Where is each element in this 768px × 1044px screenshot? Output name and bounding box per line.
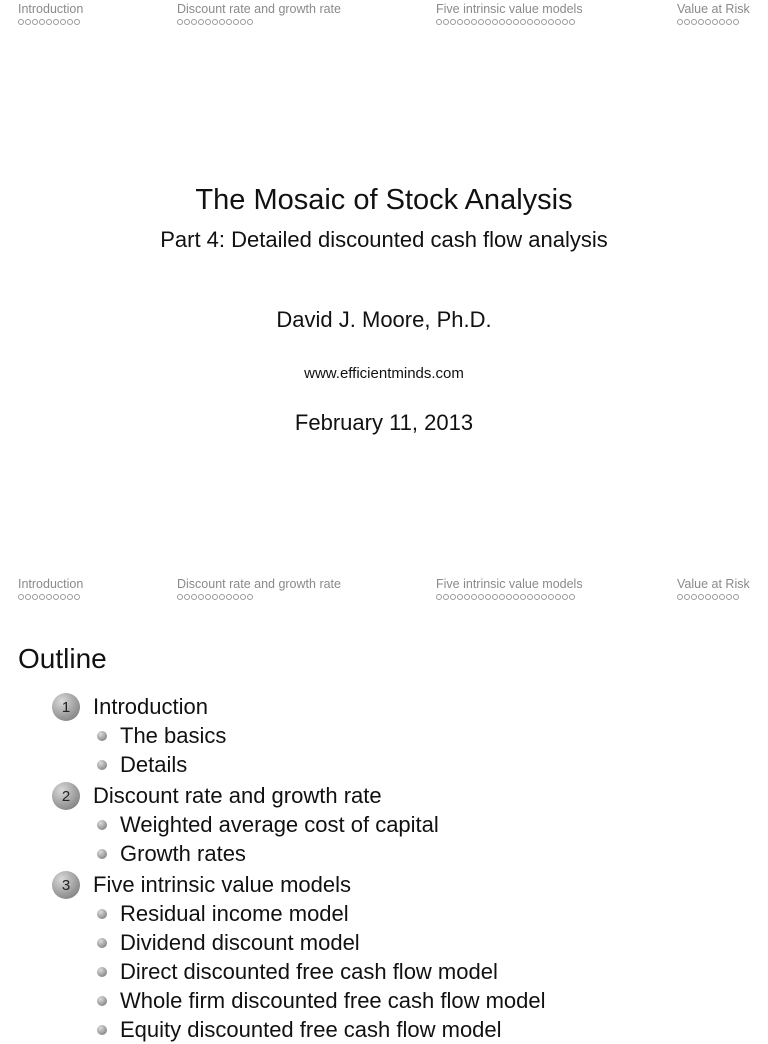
frame-dot-icon[interactable] (712, 19, 718, 25)
frame-dot-icon[interactable] (569, 19, 575, 25)
frame-dot-icon[interactable] (471, 594, 477, 600)
frame-dot-icon[interactable] (698, 19, 704, 25)
frame-dot-icon[interactable] (39, 19, 45, 25)
frame-dot-icon[interactable] (60, 19, 66, 25)
outline-heading: Outline (18, 643, 107, 674)
frame-dot-icon[interactable] (499, 19, 505, 25)
frame-dot-icon[interactable] (226, 594, 232, 600)
frame-dot-icon[interactable] (485, 19, 491, 25)
frame-dot-icon[interactable] (534, 19, 540, 25)
frame-dot-icon[interactable] (464, 19, 470, 25)
frame-dot-icon[interactable] (548, 594, 554, 600)
frame-dot-icon[interactable] (67, 19, 73, 25)
frame-dot-icon[interactable] (233, 594, 239, 600)
frame-dot-icon[interactable] (698, 594, 704, 600)
frame-dot-icon[interactable] (562, 19, 568, 25)
frame-dot-icon[interactable] (541, 19, 547, 25)
frame-dot-icon[interactable] (562, 594, 568, 600)
presentation-subtitle: Part 4: Detailed discounted cash flow analysis (160, 227, 608, 252)
frame-dot-icon[interactable] (691, 594, 697, 600)
frame-dot-icon[interactable] (46, 594, 52, 600)
outline-section-five-models[interactable] (52, 871, 351, 899)
frame-dot-icon[interactable] (67, 594, 73, 600)
frame-dot-icon[interactable] (492, 19, 498, 25)
frame-dot-icon[interactable] (60, 594, 66, 600)
frame-dot-icon[interactable] (569, 594, 575, 600)
frame-dot-icon[interactable] (18, 594, 24, 600)
outline-subsection[interactable] (97, 929, 360, 957)
section-label[interactable]: Introduction (93, 694, 208, 719)
bullet-icon (97, 760, 107, 770)
bullet-icon (97, 967, 107, 977)
frame-dot-icon[interactable] (478, 594, 484, 600)
frame-dot-icon[interactable] (712, 594, 718, 600)
subsection-label[interactable]: Equity discounted free cash flow model (120, 1017, 502, 1042)
section-navbar (0, 2, 768, 36)
frame-dot-icon[interactable] (184, 19, 190, 25)
frame-dot-icon[interactable] (191, 19, 197, 25)
frame-dot-icon[interactable] (32, 19, 38, 25)
frame-dot-icon[interactable] (240, 19, 246, 25)
nav-section-title[interactable]: Introduction (18, 577, 84, 591)
frame-dot-icon[interactable] (534, 594, 540, 600)
frame-dot-icon[interactable] (705, 594, 711, 600)
outline-subsection[interactable] (97, 958, 498, 986)
frame-dot-icon[interactable] (450, 19, 456, 25)
frame-dot-icon[interactable] (684, 19, 690, 25)
nav-section-title[interactable]: Discount rate and growth rate (177, 2, 341, 16)
frame-dot-icon[interactable] (53, 594, 59, 600)
frame-dot-icon[interactable] (733, 19, 739, 25)
frame-dot-icon[interactable] (443, 19, 449, 25)
section-number-badge: 2 (52, 782, 80, 810)
frame-dot-icon[interactable] (541, 594, 547, 600)
frame-dot-icon[interactable] (212, 19, 218, 25)
nav-section-value-at-risk[interactable] (677, 2, 750, 25)
nav-frame-dots (677, 19, 750, 25)
nav-frame-dots (436, 19, 583, 25)
subsection-label[interactable]: Whole firm discounted free cash flow model (120, 988, 546, 1013)
frame-dot-icon[interactable] (247, 594, 253, 600)
frame-dot-icon[interactable] (499, 594, 505, 600)
author-name: David J. Moore, Ph.D. (276, 307, 492, 332)
outline-section-introduction[interactable] (52, 693, 208, 721)
frame-dot-icon[interactable] (25, 594, 31, 600)
frame-dot-icon[interactable] (457, 19, 463, 25)
frame-dot-icon[interactable] (527, 19, 533, 25)
nav-section-introduction[interactable] (18, 577, 83, 600)
bullet-icon (97, 938, 107, 948)
nav-section-title[interactable]: Five intrinsic value models (436, 577, 583, 591)
subsection-label[interactable]: Growth rates (120, 841, 246, 866)
frame-dot-icon[interactable] (247, 19, 253, 25)
frame-dot-icon[interactable] (184, 594, 190, 600)
frame-dot-icon[interactable] (74, 19, 80, 25)
frame-dot-icon[interactable] (191, 594, 197, 600)
nav-section-title[interactable]: Five intrinsic value models (436, 2, 583, 16)
outline-subsection[interactable] (97, 751, 187, 779)
section-number-badge: 1 (52, 693, 80, 721)
section-label[interactable]: Discount rate and growth rate (93, 783, 382, 808)
frame-dot-icon[interactable] (471, 19, 477, 25)
subsection-label[interactable]: Residual income model (120, 901, 349, 926)
frame-dot-icon[interactable] (492, 594, 498, 600)
nav-section-title[interactable]: Value at Risk (677, 2, 750, 16)
frame-dot-icon[interactable] (677, 19, 683, 25)
outline-section-discount-rate[interactable] (52, 782, 382, 810)
frame-dot-icon[interactable] (520, 19, 526, 25)
frame-dot-icon[interactable] (443, 594, 449, 600)
frame-dot-icon[interactable] (436, 594, 442, 600)
frame-dot-icon[interactable] (485, 594, 491, 600)
frame-dot-icon[interactable] (212, 594, 218, 600)
frame-dot-icon[interactable] (705, 19, 711, 25)
outline-subsection[interactable] (97, 1016, 502, 1044)
frame-dot-icon[interactable] (205, 594, 211, 600)
nav-section-value-at-risk[interactable] (677, 577, 750, 600)
frame-dot-icon[interactable] (53, 19, 59, 25)
frame-dot-icon[interactable] (233, 19, 239, 25)
section-navbar (0, 577, 768, 611)
nav-frame-dots (177, 594, 341, 600)
outline-subsection[interactable] (97, 840, 246, 868)
bullet-icon (97, 996, 107, 1006)
frame-dot-icon[interactable] (205, 19, 211, 25)
frame-dot-icon[interactable] (450, 594, 456, 600)
nav-section-title[interactable]: Discount rate and growth rate (177, 577, 341, 591)
nav-frame-dots (677, 594, 750, 600)
frame-dot-icon[interactable] (513, 19, 519, 25)
frame-dot-icon[interactable] (684, 594, 690, 600)
frame-dot-icon[interactable] (219, 594, 225, 600)
frame-dot-icon[interactable] (527, 594, 533, 600)
bullet-icon (97, 849, 107, 859)
nav-frame-dots (436, 594, 583, 600)
nav-section-introduction[interactable] (18, 2, 83, 25)
bullet-icon (97, 1025, 107, 1035)
frame-dot-icon[interactable] (719, 594, 725, 600)
bullet-icon (97, 731, 107, 741)
nav-frame-dots (18, 594, 83, 600)
frame-dot-icon[interactable] (177, 594, 183, 600)
subsection-label[interactable]: Dividend discount model (120, 930, 360, 955)
frame-dot-icon[interactable] (506, 19, 512, 25)
frame-dot-icon[interactable] (520, 594, 526, 600)
frame-dot-icon[interactable] (46, 19, 52, 25)
frame-dot-icon[interactable] (25, 19, 31, 25)
nav-section-discount-rate[interactable] (177, 577, 341, 600)
frame-dot-icon[interactable] (198, 594, 204, 600)
frame-dot-icon[interactable] (240, 594, 246, 600)
subsection-label[interactable]: Weighted average cost of capital (120, 812, 439, 837)
frame-dot-icon[interactable] (177, 19, 183, 25)
outline-subsection[interactable] (97, 811, 439, 839)
frame-dot-icon[interactable] (691, 19, 697, 25)
subsection-label[interactable]: Details (120, 752, 188, 777)
frame-dot-icon[interactable] (219, 19, 225, 25)
bullet-icon (97, 909, 107, 919)
frame-dot-icon[interactable] (32, 594, 38, 600)
nav-frame-dots (177, 19, 341, 25)
section-label[interactable]: Five intrinsic value models (93, 872, 351, 897)
nav-section-discount-rate[interactable] (177, 2, 341, 25)
subsection-label[interactable]: The basics (120, 723, 227, 748)
frame-dot-icon[interactable] (555, 19, 561, 25)
frame-dot-icon[interactable] (18, 19, 24, 25)
frame-dot-icon[interactable] (457, 594, 463, 600)
frame-dot-icon[interactable] (478, 19, 484, 25)
frame-dot-icon[interactable] (464, 594, 470, 600)
outline-subsection[interactable] (97, 722, 226, 750)
frame-dot-icon[interactable] (39, 594, 45, 600)
nav-section-title[interactable]: Value at Risk (677, 577, 750, 591)
outline-subsection[interactable] (97, 987, 546, 1015)
presentation-date: February 11, 2013 (294, 410, 474, 435)
frame-dot-icon[interactable] (506, 594, 512, 600)
outline-subsection[interactable] (97, 900, 349, 928)
frame-dot-icon[interactable] (733, 594, 739, 600)
nav-section-five-models[interactable] (436, 577, 583, 600)
frame-dot-icon[interactable] (555, 594, 561, 600)
frame-dot-icon[interactable] (513, 594, 519, 600)
frame-dot-icon[interactable] (226, 19, 232, 25)
outline-slide (0, 575, 768, 1042)
frame-dot-icon[interactable] (726, 19, 732, 25)
bullet-icon (97, 820, 107, 830)
frame-dot-icon[interactable] (719, 19, 725, 25)
frame-dot-icon[interactable] (198, 19, 204, 25)
presentation-title: The Mosaic of Stock Analysis (195, 184, 573, 216)
frame-dot-icon[interactable] (436, 19, 442, 25)
nav-frame-dots (18, 19, 83, 25)
nav-section-title[interactable]: Introduction (18, 2, 84, 16)
section-number-badge: 3 (52, 871, 80, 899)
frame-dot-icon[interactable] (548, 19, 554, 25)
frame-dot-icon[interactable] (726, 594, 732, 600)
website-url: www.efficientminds.com (304, 365, 464, 382)
frame-dot-icon[interactable] (74, 594, 80, 600)
subsection-label[interactable]: Direct discounted free cash flow model (120, 959, 498, 984)
frame-dot-icon[interactable] (677, 594, 683, 600)
nav-section-five-models[interactable] (436, 2, 583, 25)
